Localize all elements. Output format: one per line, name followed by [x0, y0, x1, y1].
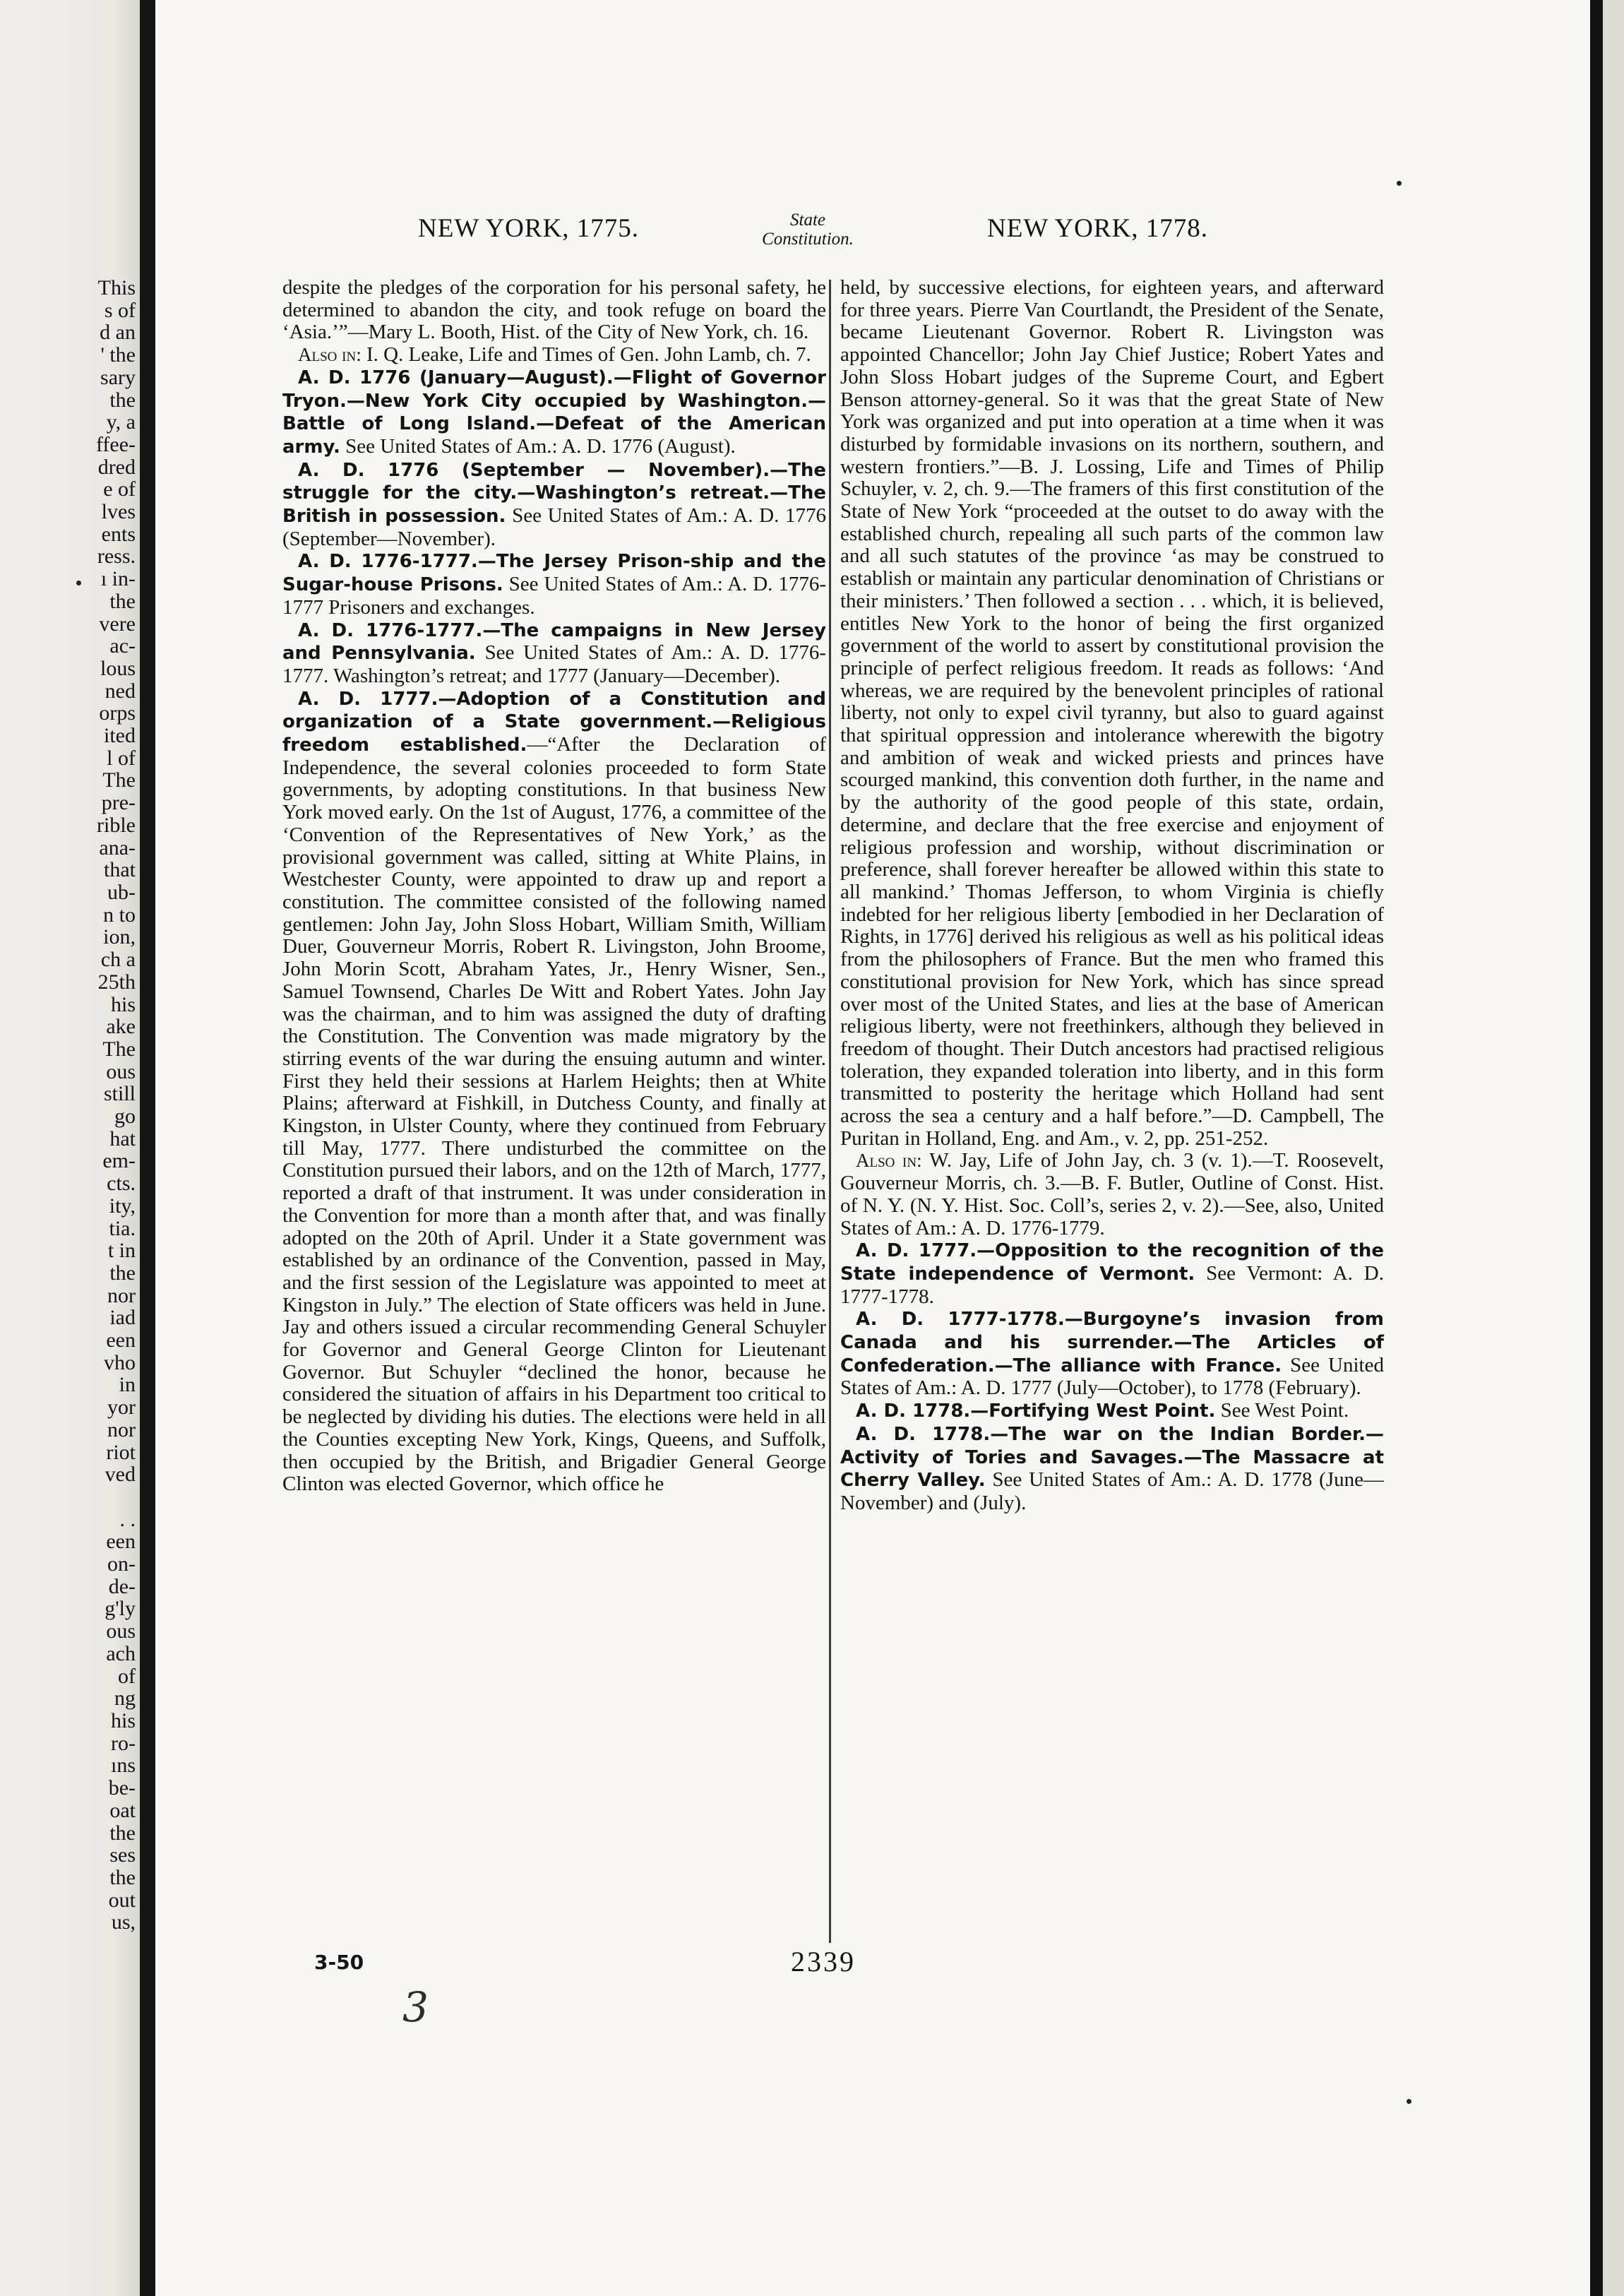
page-number: 2339: [791, 1946, 856, 1977]
fragment-line: ous: [106, 1060, 136, 1083]
entry-text: —“After the Declaration of Independence, the several colonies proceeded to form State governments, by adopting constitutions. In that business New York moved early. On the 1st of August, 1776, a committee of the ‘Convention of the Representatives of New York,’ as the provisional government was called, sitting at White Plains, in Westchester County, were appointed to draw up and report a constitution. The committee consisted of the following named gentlemen: John Jay, John Sloss Hobart, William Smith, William Duer, Gouverneur Morris, Robert R. Livingston, John Broome, John Morin Scott, Abraham Yates, Jr., Henry Wisner, Sen., Samuel Townsend, Charles De Witt and Robert Yates. John Jay was the chairman, and to him was assigned the duty of drafting the Constitution. The Convention was made migratory by the stirring events of the war during the ensuing autumn and winter. First they held their sessions at Harlem Heights; then at White Plains; afterward at Fishkill, in Dutchess County, and finally at Kingston, in Ulster County, where they continued from February till May, 1777. There undisturbed the committee on the Constitution pursued their labors, and on the 12th of March, 1777, reported a draft of that instrument. It was under consideration in the Convention for more than a month after that, and was finally adopted on the 20th of April. Under it a State government was established by an ordinance of the Convention, passed in May, and the first session of the Legislature was appointed to meet at Kingston in July.” The election of State officers was held in June. Jay and others issued a circular recommending General Schuyler for Governor and General George Clinton for Lieutenant Governor. But Schuyler “declined the honor, because he considered the situation of affairs in his Department too critical to be neglected by dividing his duties. The elections were held in all the Counties excepting New York, Kings, Queens, and Suffolk, then occupied by the British, and Brigadier General George Clinton was elected Governor, which office he: [282, 733, 826, 1496]
fragment-line: The: [102, 1037, 136, 1061]
pencil-mark: 3: [402, 1983, 429, 2031]
entry-text: See United States of Am.: A. D. 1776 (August).: [340, 434, 736, 458]
fragment-line: g'ly: [105, 1598, 136, 1621]
fragment-line: e of: [103, 478, 136, 501]
entry-text: See Vermont: A. D. 1777-1778.: [840, 1261, 1384, 1308]
entry-text: See United States of Am.: A. D. 1778 (June—November) and (July).: [840, 1468, 1384, 1514]
also-in-text: I. Q. Leake, Life and Times of Gen. John Lamb, ch. 7.: [361, 343, 811, 367]
fragment-line: ress.: [97, 545, 136, 569]
entry-text: See United States of Am.: A. D. 1776 (September—November).: [282, 504, 826, 550]
running-head-center: [758, 210, 857, 249]
entry-paragraph: [840, 1423, 1384, 1515]
fragment-line: yor: [107, 1396, 136, 1419]
fragment-line: ffee-: [95, 433, 136, 456]
fragment-line: the: [109, 1866, 136, 1889]
ink-speck: [1397, 181, 1402, 186]
entry-paragraph: [840, 1239, 1384, 1308]
fragment-line: de-: [108, 1575, 136, 1598]
left-page-fragments: [6, 277, 136, 1934]
ink-speck: [76, 581, 81, 585]
page-right-edge: [1590, 0, 1603, 2296]
fragment-line: ch a: [100, 948, 136, 971]
entry-heading: A. D. 1777.—Opposition to the recognition of the State independence of Vermont.: [840, 1240, 1384, 1285]
running-head-center-line1: State: [790, 210, 825, 230]
also-in-paragraph: [282, 344, 826, 367]
fragment-line: ake: [106, 1016, 136, 1038]
fragment-line: The: [102, 769, 136, 792]
fragment-line: n to: [103, 903, 136, 927]
fragment-line: ro-: [111, 1732, 136, 1755]
fragment-line: be-: [108, 1777, 136, 1800]
running-head-center-line2: Constitution.: [762, 230, 854, 249]
entry-paragraph: [840, 1400, 1384, 1423]
fragment-line: l of: [107, 747, 136, 770]
fragment-line: t in: [107, 1239, 136, 1262]
entry-paragraph: [282, 688, 826, 1496]
fragment-line: ned: [105, 679, 136, 703]
fragment-line: of: [118, 1665, 136, 1688]
fragment-line: pre-: [101, 792, 136, 814]
entry-paragraph: [282, 550, 826, 619]
entry-heading: A. D. 1776-1777.—The campaigns in New Jersey and Pennsylvania.: [282, 619, 826, 665]
fragment-line: cts.: [107, 1172, 136, 1195]
fragment-line: 25th: [97, 970, 136, 994]
fragment-line: the: [109, 590, 136, 613]
running-head-right: NEW YORK, 1778.: [987, 214, 1209, 243]
paragraph: despite the pledges of the corporation for his personal safety, he determined to abandon the city, and took refuge on board the ‘Asia.’”—Mary L. Booth, Hist. of the City of New York, ch. 16.: [282, 276, 826, 344]
entry-paragraph: [282, 459, 826, 551]
fragment-line: ng: [114, 1687, 136, 1710]
fragment-line: oat: [109, 1799, 136, 1822]
entry-heading: A. D. 1778.—Fortifying West Point.: [856, 1400, 1216, 1422]
entry-paragraph: [282, 619, 826, 688]
book-spine: [140, 0, 155, 2296]
fragment-line: ' the: [100, 344, 136, 367]
fragment-line: ach: [106, 1642, 136, 1665]
entry-text: See United States of Am.: A. D. 1777 (July—October), to 1778 (February).: [840, 1353, 1384, 1400]
fragment-line: the: [109, 1821, 136, 1845]
column-divider: [829, 280, 831, 1943]
right-column: [840, 277, 1384, 1515]
fragment-line: riot: [106, 1441, 136, 1464]
fragment-line: us,: [111, 1911, 136, 1934]
fragment-line: still: [103, 1083, 136, 1106]
entry-paragraph: [840, 1308, 1384, 1400]
background-right: [1603, 0, 1624, 2296]
fragment-line: ub-: [107, 881, 136, 904]
fragment-line: een: [106, 1530, 136, 1554]
fragment-line: ited: [104, 725, 136, 747]
fragment-line: his: [110, 993, 136, 1016]
ink-speck: [1407, 2099, 1411, 2104]
entry-heading: A. D. 1776-1777.—The Jersey Prison-ship and the Sugar-house Prisons.: [282, 551, 826, 596]
fragment-line: that: [104, 859, 136, 881]
entry-text: See United States of Am.: A. D. 1776-1777 Prisoners and exchanges.: [282, 573, 826, 619]
fragment-line: [6, 1486, 136, 1509]
fragment-line: in: [119, 1374, 136, 1397]
paragraph: held, by successive elections, for eighteen years, and afterward for three years. Pierre Van Courtlandt, the President of the Senate, became Lieutenant Governor. Robert R. Livingston was appointed Chancellor; John Jay Chief Justice; Robert Yates and John Sloss Hobart judges of the Supreme Court, and Egbert Benson attorney-general. So it was that the great State of New York was organized and put into operation at a time when it was disturbed by formidable invasions on its northern, southern, and western frontiers.”—B. J. Lossing, Life and Times of Philip Schuyler, v. 2, ch. 9.—The framers of this first constitution of the State of New York “proceeded at the outset to do away with the established church, repealing all such parts of the common law and all such statutes of the province ‘as may be construed to establish or maintain any particular denomination of Christians or their ministers.’ Then followed a section . . . which, it is believed, entitles New York to the honor of being the first organized government of the world to assert by constitutional provision the principle of perfect religious freedom. It reads as follows: ‘And whereas, we are required by the benevolent principles of rational liberty, not only to expel civil tyranny, but also to guard against that spiritual oppression and intolerance wherewith the bigotry and ambition of weak and wicked priests and princes have scourged mankind, this convention doth further, in the name and by the authority of the good people of this state, ordain, determine, and declare that the free exercise and enjoyment of religious profession and worship, without discrimination or preference, shall forever hereafter be allowed within this state to all mankind.’ Thomas Jefferson, to whom Virginia is chiefly indebted for her religious liberty [embodied in her Declaration of Rights, in 1776] derived his religious as well as his political ideas from the philosophers of France. But the men who framed this constitutional provision for New York, which has since spread over most of the United States, and lies at the base of American religious liberty, were not freethinkers, although they believed in freedom of thought. Their Dutch ancestors had practised religious toleration, they expanded toleration into liberty, and in this form transmitted to posterity the heritage which Holland had sent across the sea a century and a half before.”—D. Campbell, The Puritan in Holland, Eng. and Am., v. 2, pp. 251-252.: [840, 276, 1384, 1150]
fragment-line: sary: [100, 366, 136, 389]
fragment-line: tia.: [109, 1217, 136, 1240]
also-in-label: Also in:: [856, 1150, 922, 1172]
entry-heading: A. D. 1776 (September — November).—The struggle for the city.—Washington’s retreat.—The British in possession.: [282, 459, 826, 528]
fragment-line: vho: [104, 1351, 136, 1374]
fragment-line: iad: [109, 1307, 136, 1330]
fragment-line: een: [106, 1329, 136, 1352]
left-column: [282, 277, 826, 1496]
fragment-line: ved: [105, 1463, 136, 1486]
also-in-paragraph: [840, 1150, 1384, 1239]
fragment-line: nor: [107, 1284, 136, 1307]
fragment-line: d an: [100, 321, 136, 345]
also-in-label: Also in:: [298, 344, 362, 366]
also-in-text: W. Jay, Life of John Jay, ch. 3 (v. 1).—T. Roosevelt, Gouverneur Morris, ch. 3.—B. F. Butler, Outline of Const. Hist. of N. Y. (N. Y. Hist. Soc. Coll’s, series 2, v. 2).—See, also, United States of Am.: A. D. 1776-1779.: [840, 1149, 1384, 1239]
fragment-line: nor: [107, 1418, 136, 1441]
fragment-line: ana-: [99, 836, 136, 859]
fragment-line: s of: [104, 299, 136, 322]
fragment-line: go: [114, 1105, 136, 1128]
fragment-line: y, a: [106, 411, 136, 434]
fragment-line: ı in-: [100, 568, 136, 590]
fragment-line: on-: [107, 1553, 136, 1576]
fragment-line: ses: [109, 1844, 136, 1867]
fragment-line: lous: [100, 657, 136, 680]
fragment-line: ion,: [103, 926, 136, 949]
fragment-line: rible: [97, 814, 136, 837]
fragment-line: the: [109, 1261, 136, 1285]
fragment-line: his: [110, 1710, 136, 1732]
fragment-line: dred: [97, 456, 136, 479]
fragment-line: out: [108, 1888, 136, 1912]
fragment-line: ous: [106, 1620, 136, 1643]
fragment-line: This: [97, 277, 136, 299]
signature-mark: 3-50: [314, 1951, 364, 1974]
entry-text: See United States of Am.: A. D. 1776-1777. Washington’s retreat; and 1777 (January—December).: [282, 641, 826, 687]
fragment-line: lves: [101, 501, 136, 523]
fragment-line: ıns: [110, 1754, 136, 1778]
fragment-line: em-: [102, 1150, 136, 1173]
fragment-line: ents: [101, 523, 136, 546]
entry-heading: A. D. 1777.—Adoption of a Constitution and organization of a State government.—Religious freedom established.: [282, 688, 826, 756]
entry-heading: A. D. 1777-1778.—Burgoyne’s invasion from Canada and his surrender.—The Articles of Confederation.—The alliance with France.: [840, 1309, 1384, 1376]
fragment-line: the: [109, 388, 136, 412]
fragment-line: ac-: [109, 635, 136, 658]
entry-heading: A. D. 1776 (January—August).—Flight of Governor Tryon.—New York City occupied by Washington.—Battle of Long Island.—Defeat of the American army.: [282, 367, 826, 458]
running-head-left: NEW YORK, 1775.: [418, 214, 640, 243]
entry-heading: A. D. 1778.—The war on the Indian Border.—Activity of Tories and Savages.—The Massacre at Cherry Valley.: [840, 1423, 1384, 1492]
fragment-line: orps: [99, 702, 136, 725]
fragment-line: ity,: [109, 1194, 136, 1218]
entry-text: See West Point.: [1215, 1399, 1349, 1422]
fragment-line: hat: [109, 1127, 136, 1150]
fragment-line: vere: [99, 612, 136, 636]
fragment-line: . .: [119, 1508, 136, 1531]
entry-paragraph: [282, 367, 826, 459]
